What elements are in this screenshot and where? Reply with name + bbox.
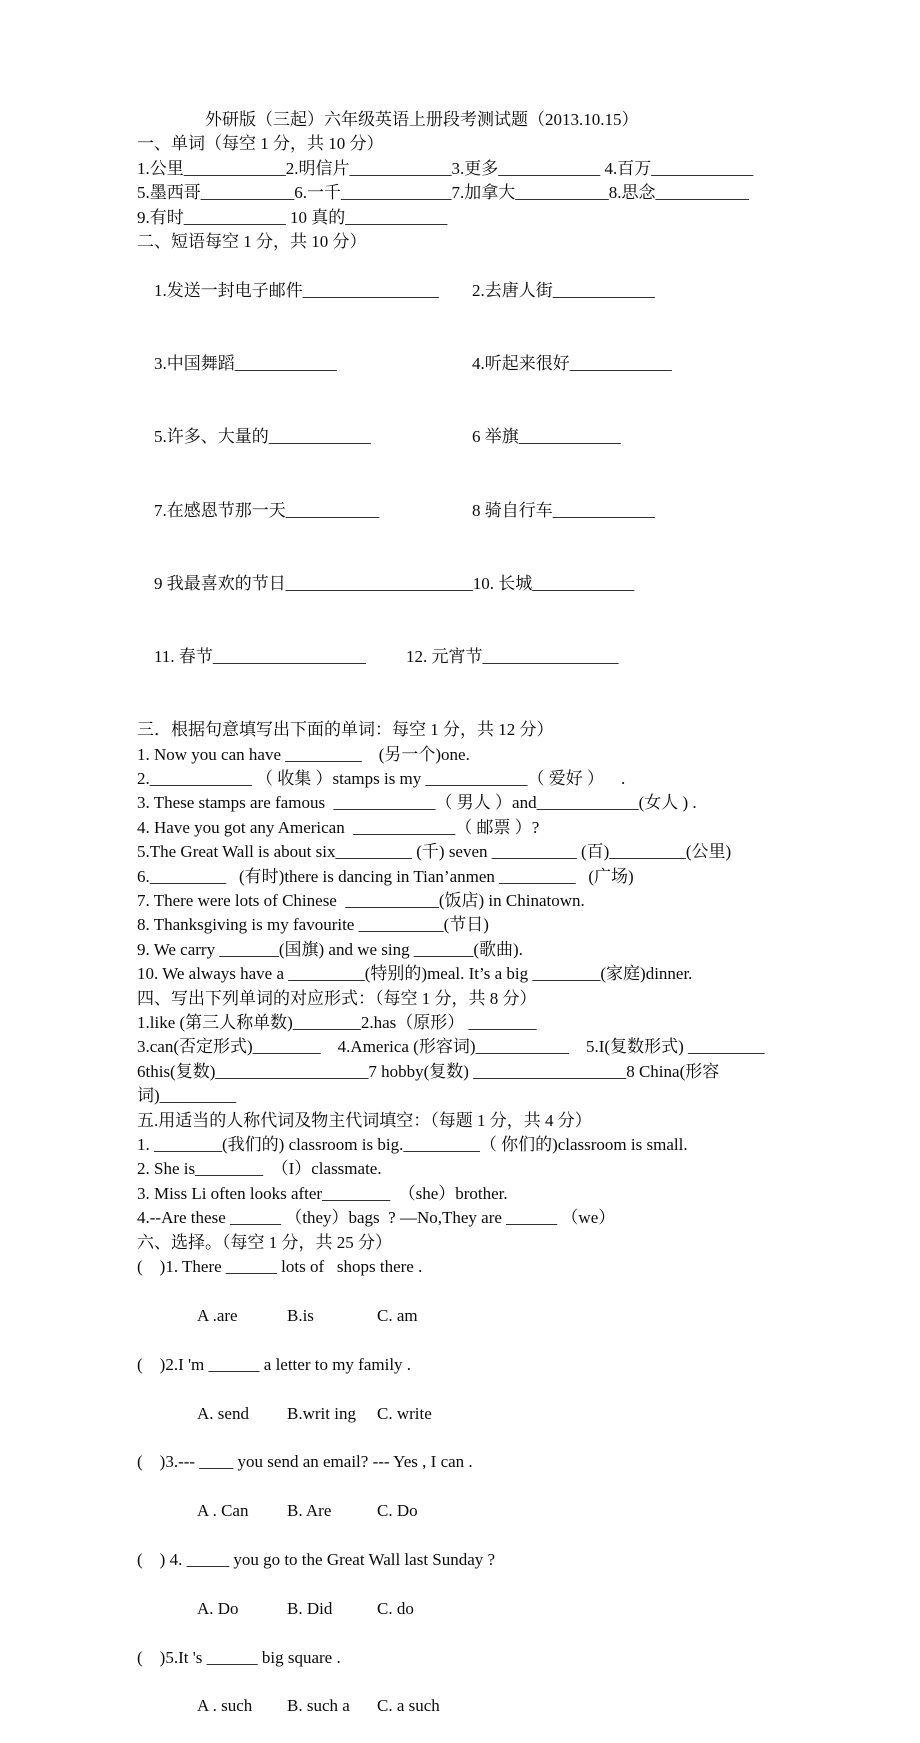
- section-6-heading: 六、选择。（每空 1 分，共 25 分）: [137, 1232, 392, 1252]
- choice-question: ( )5.It 's ______ big square .: [137, 1647, 341, 1667]
- section-3-row: 10. We always have a _________(特别的)meal. It’s a big ________(家庭)dinner.: [137, 964, 693, 984]
- section-1-row: 5.墨西哥___________6.一千_____________7.加拿大___________8.思念___________: [137, 183, 749, 203]
- section-3-row: 4. Have you got any American ____________（ 邮票 ）?: [137, 817, 540, 837]
- phrase-item: 6 举旗____________: [472, 427, 621, 447]
- section-5-heading: 五.用适当的人称代词及物主代词填空：（每题 1 分，共 4 分）: [137, 1110, 592, 1130]
- section-2-row: [137, 621, 810, 694]
- section-4-row: 1.like (第三人称单数)________2.has（原形） ________: [137, 1013, 537, 1033]
- blank-line: [137, 694, 810, 718]
- phrase-item: 9 我最喜欢的节日______________________: [154, 573, 473, 593]
- section-3-row: 3. These stamps are famous ____________（ 男人 ）and____________(女人 ) .: [137, 793, 697, 813]
- section-3-row: 1. Now you can have _________ (另一个)one.: [137, 744, 470, 764]
- section-2-row: [137, 547, 810, 620]
- section-4-row: 6this(复数)__________________7 hobby(复数) __________________8 China(形容词)_________: [137, 1061, 720, 1106]
- section-2-heading: 二、短语每空 1 分，共 10 分）: [137, 232, 367, 252]
- choice-options: [137, 1279, 810, 1352]
- choice-options: [137, 1670, 810, 1743]
- choice-option: A . such: [197, 1696, 253, 1716]
- phrase-item: 4.听起来很好____________: [472, 354, 672, 374]
- choice-option: A .are: [197, 1305, 238, 1325]
- section-1-row: 1.公里____________2.明信片____________3.更多____________ 4.百万____________: [137, 158, 754, 178]
- choice-question: ( )1. There ______ lots of shops there .: [137, 1257, 423, 1277]
- choice-option: B. such a: [287, 1696, 350, 1716]
- section-2-row: [137, 328, 810, 401]
- choice-question: ( )2.I 'm ______ a letter to my family .: [137, 1354, 412, 1374]
- section-3-row: 9. We carry _______(国旗) and we sing _______(歌曲).: [137, 939, 523, 959]
- choice-option: C. a such: [377, 1696, 440, 1716]
- choice-options: [137, 1377, 810, 1450]
- phrase-item: 8 骑自行车____________: [472, 500, 655, 520]
- choice-option: B. Did: [287, 1598, 333, 1618]
- choice-option: A. Do: [197, 1598, 239, 1618]
- section-3-row: 5.The Great Wall is about six_________ (千) seven __________ (百)_________(公里): [137, 842, 732, 862]
- section-5-row: 1. ________(我们的) classroom is big._________（ 你们的)classroom is small.: [137, 1135, 688, 1155]
- section-4-heading: 四、写出下列单词的对应形式：（每空 1 分，共 8 分）: [137, 988, 537, 1008]
- phrase-item: 12. 元宵节________________: [406, 646, 619, 666]
- section-2-row: [137, 254, 810, 327]
- choice-options: [137, 1475, 810, 1548]
- choice-option: A . Can: [197, 1501, 249, 1521]
- section-3-row: 7. There were lots of Chinese ___________(饭店) in Chinatown.: [137, 890, 585, 910]
- exam-title: 外研版（三起）六年级英语上册段考测试题（2013.10.15）: [205, 110, 639, 129]
- choice-option: C. am: [377, 1305, 418, 1325]
- section-5-row: 3. Miss Li often looks after________ （she）brother.: [137, 1183, 508, 1203]
- choice-option: C. Do: [377, 1501, 418, 1521]
- section-3-row: 8. Thanksgiving is my favourite __________(节日): [137, 915, 489, 935]
- choice-option: A. send: [197, 1403, 249, 1423]
- phrase-item: 3.中国舞蹈____________: [154, 354, 337, 374]
- section-1-heading: 一、单词（每空 1 分，共 10 分）: [137, 134, 384, 154]
- phrase-item: 2.去唐人街____________: [472, 280, 655, 300]
- choice-option: C. write: [377, 1403, 432, 1423]
- choice-option: C. do: [377, 1598, 414, 1618]
- section-5-row: 2. She is________ （I）classmate.: [137, 1159, 382, 1179]
- section-3-row: 6._________ (有时)there is dancing in Tian’anmen _________ (广场): [137, 866, 634, 886]
- section-1-row: 9.有时____________ 10 真的____________: [137, 207, 448, 227]
- choice-question: ( )3.--- ____ you send an email? --- Yes , I can .: [137, 1452, 473, 1472]
- section-2-row: [137, 474, 810, 547]
- phrase-item: 11. 春节__________________: [154, 646, 366, 666]
- phrase-item: 5.许多、大量的____________: [154, 427, 371, 447]
- section-5-row: 4.--Are these ______ （they）bags ? —No,They are ______ （we）: [137, 1208, 616, 1228]
- choice-option: B. Are: [287, 1501, 332, 1521]
- choice-option: B.writ ing: [287, 1403, 356, 1423]
- phrase-item: 1.发送一封电子邮件________________: [154, 280, 439, 300]
- choice-option: B.is: [287, 1305, 314, 1325]
- phrase-item: 7.在感恩节那一天___________: [154, 500, 380, 520]
- section-3-row: 2.____________ （ 收集 ）stamps is my ____________（ 爱好 ） .: [137, 768, 626, 788]
- choice-options: [137, 1572, 810, 1645]
- section-3-heading: 三．根据句意填写出下面的单词：每空 1 分，共 12 分）: [137, 720, 554, 740]
- phrase-item: 10. 长城____________: [472, 573, 635, 593]
- section-4-row: 3.can(否定形式)________ 4.America (形容词)___________ 5.I(复数形式) _________: [137, 1037, 765, 1057]
- section-2-row: [137, 401, 810, 474]
- choice-question: ( ) 4. _____ you go to the Great Wall last Sunday ?: [137, 1549, 496, 1569]
